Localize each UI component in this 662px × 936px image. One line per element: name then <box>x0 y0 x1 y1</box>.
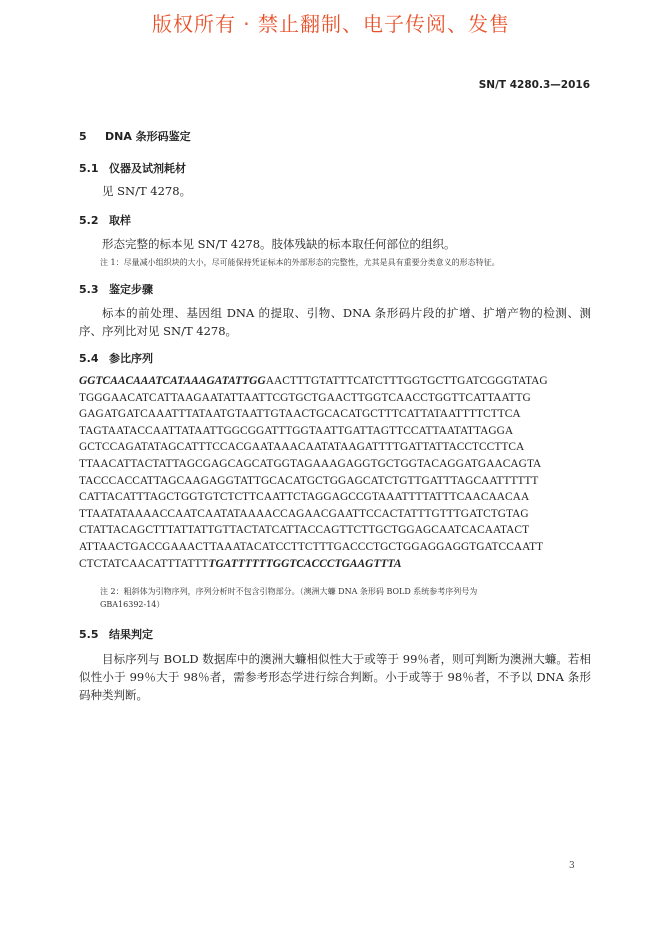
standard-number: SN/T 4280.3—2016 <box>478 79 590 91</box>
reverse-primer: TGATTTTTTGGTCACCCTGAAGTTTA <box>208 557 402 570</box>
sequence-line: CATTACATTTAGCTGGTGTCTCTTCAATTCTAGGAGCCGTAAATTTTATTTCAACAACAA <box>79 491 530 504</box>
section-number: 5.4 <box>79 352 99 365</box>
sequence-line <box>79 556 599 573</box>
section-5-1-text: 见 SN/T 4278。 <box>102 184 192 198</box>
sequence-line: GAGATGATCAAATTTATAATGTAATTGTAACTGCACATGCTTTCATTATAATTTTCTTCA <box>79 408 521 421</box>
section-number: 5.5 <box>79 628 99 641</box>
forward-primer: GGTCAACAAATCATAAAGATATTGG <box>79 375 266 387</box>
sequence-line: ATTAACTGACCGAAACTTAAATACATCCTTCTTTGACCCTGCTGGAGGAGGTGATCCAATT <box>79 540 544 553</box>
note-2 <box>100 585 590 611</box>
page-number: 3 <box>569 861 575 871</box>
sequence-line: TGGGAACATCATTAAGAATATTAATTCGTGCTGAACTTGGTCAACCTGGTTCATTAATTG <box>79 391 531 404</box>
section-title: 取样 <box>109 214 131 227</box>
sequence-line: TACCCACCATTAGCAAGAGGTATTGCACATGCTGGAGCATCTGTTGATTTAGCAATTTTTT <box>79 474 539 487</box>
section-5-heading <box>79 128 191 144</box>
section-title: 仪器及试剂耗材 <box>109 162 186 175</box>
watermark: 版权所有 · 禁止翻制、电子传阅、发售 <box>151 12 511 36</box>
sequence-segment: CTCTATCAACATTTATTT <box>79 557 209 570</box>
section-5-5-heading <box>79 626 153 642</box>
note-2-line-1: 注 2：粗斜体为引物序列，序列分析时不包含引物部分。（澳洲大蠊 DNA 条形码 BOLD 系统参考序列号为 <box>100 587 478 596</box>
section-5-5-text: 目标序列与 BOLD 数据库中的澳洲大蠊相似性大于或等于 99％者，则可判断为澳洲大蠊。若相似性小于 99％大于 98％者，需参考形态学进行综合判断。小于或等于 98％者，不予以 DNA 条形码种类判断。 <box>79 652 591 702</box>
sequence-line <box>79 373 599 390</box>
section-title: DNA 条形码鉴定 <box>105 130 191 143</box>
section-number: 5.1 <box>79 162 99 175</box>
note-2-line-2: GBA16392-14） <box>100 600 165 609</box>
section-number: 5.2 <box>79 214 99 227</box>
section-title: 结果判定 <box>109 628 153 641</box>
section-number: 5 <box>79 130 87 143</box>
sequence-line: TAGTAATACCAATTATAATTGGCGGATTTGGTAATTGATTAGTTCCATTAATATTAGGA <box>79 424 514 437</box>
reference-sequence <box>79 373 599 572</box>
section-5-1-heading <box>79 160 186 176</box>
sequence-line: TTAATATAAAACCAATCAATATAAAACCAGAACGAATTCCACTATTTGTTTGATCTGTAG <box>79 507 529 520</box>
section-5-2-heading <box>79 212 131 228</box>
section-5-2-text: 形态完整的标本见 SN/T 4278。肢体残缺的标本取任何部位的组织。 <box>102 237 456 251</box>
sequence-line: TTAACATTACTATTAGCGAGCAGCATGGTAGAAAGAGGTGCTGGTACAGGATGAACAGTA <box>79 457 542 470</box>
section-5-4-heading <box>79 350 153 366</box>
section-title: 参比序列 <box>109 352 153 365</box>
note-1: 注 1：尽量减小组织块的大小，尽可能保持凭证标本的外部形态的完整性，尤其是具有重要分类意义的形态特征。 <box>100 258 500 267</box>
sequence-line: CTATTACAGCTTTATTATTGTTACTATCATTACCAGTTCTTGCTGGAGCAATCACAATACT <box>79 524 530 537</box>
section-number: 5.3 <box>79 283 99 296</box>
sequence-line: GCTCCAGATATAGCATTTCCACGAATAAACAATATAAGATTTTGATTATTACCTCCTTCA <box>79 441 525 454</box>
sequence-segment: AACTTTGTATTTCATCTTTGGTGCTTGATCGGGTATAG <box>265 375 548 387</box>
section-5-3-text: 标本的前处理、基因组 DNA 的提取、引物、DNA 条形码片段的扩增、扩增产物的检测、测序、序列比对见 SN/T 4278。 <box>79 306 591 338</box>
section-5-3-heading <box>79 281 153 297</box>
section-title: 鉴定步骤 <box>109 283 153 296</box>
